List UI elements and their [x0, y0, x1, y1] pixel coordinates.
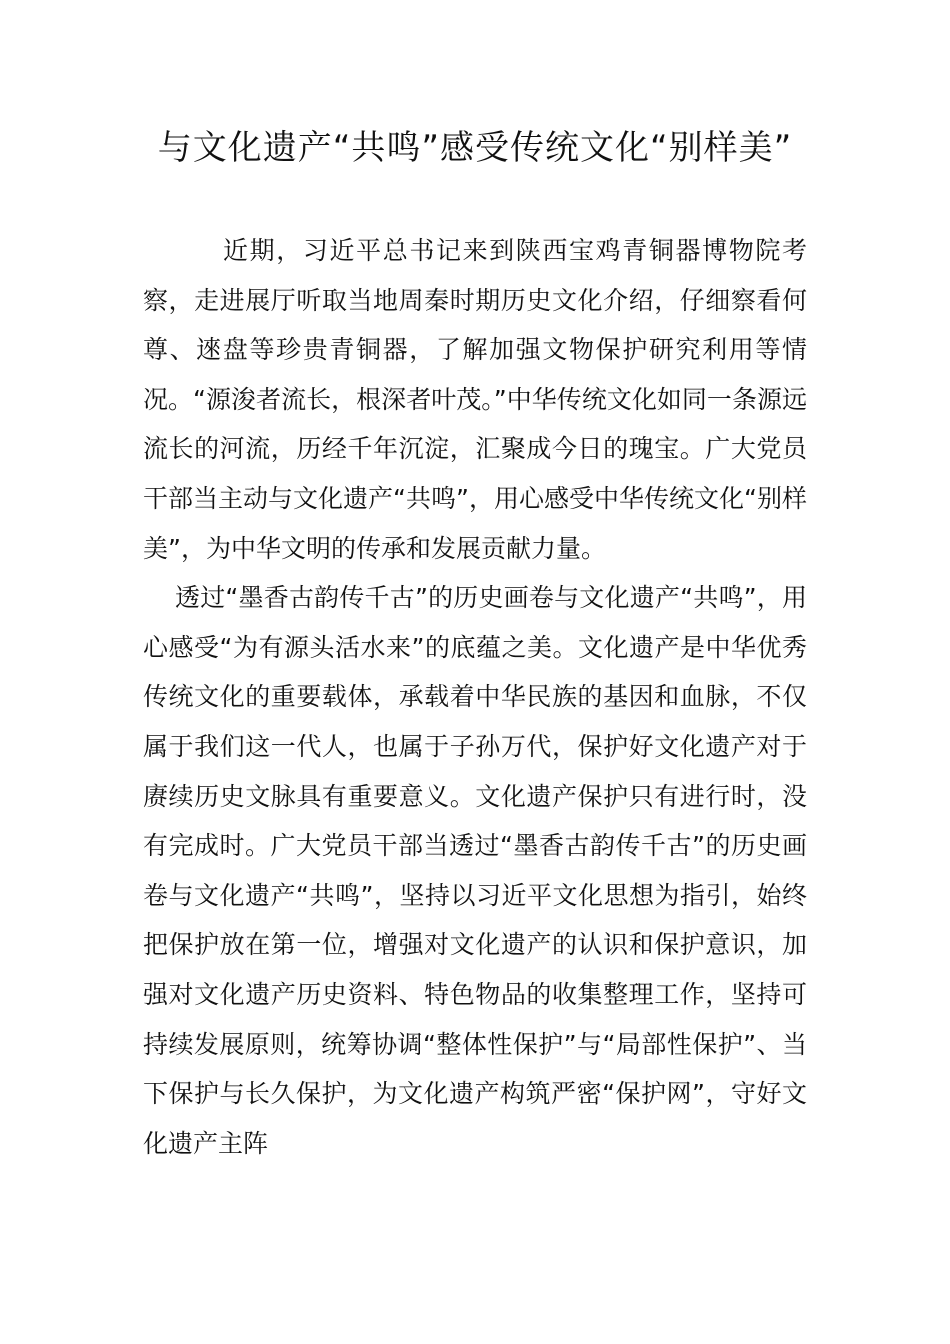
paragraph: 透过“墨香古韵传千古”的历史画卷与文化遗产“共鸣”，用心感受“为有源头活水来”的底蕴之美。文化遗产是中华优秀传统文化的重要载体，承载着中华民族的基因和血脉，不仅属于我们这一代人，也属于子孙万代，保护好文化遗产对于赓续历史文脉具有重要意义。文化遗产保护只有进行时，没有完成时。广大党员干部当透过“墨香古韵传千古”的历史画卷与文化遗产“共鸣”，坚持以习近平文化思想为指引，始终把保护放在第一位，增强对文化遗产的认识和保护意识，加强对文化遗产历史资料、特色物品的收集整理工作，坚持可持续发展原则，统筹协调“整体性保护”与“局部性保护”、当下保护与长久保护，为文化遗产构筑严密“保护网”，守好文化遗产主阵 [143, 583, 807, 1158]
document-body [143, 226, 807, 1168]
paragraph: 近期，习近平总书记来到陕西宝鸡青铜器博物院考察，走进展厅听取当地周秦时期历史文化介绍，仔细察看何尊、逨盘等珍贵青铜器，了解加强文物保护研究利用等情况。“源浚者流长，根深者叶茂。”中华传统文化如同一条源远流长的河流，历经千年沉淀，汇聚成今日的瑰宝。广大党员干部当主动与文化遗产“共鸣”，用心感受中华传统文化“别样美”，为中华文明的传承和发展贡献力量。 [143, 236, 807, 563]
document-title: 与文化遗产“共鸣”感受传统文化“别样美” [157, 128, 793, 168]
